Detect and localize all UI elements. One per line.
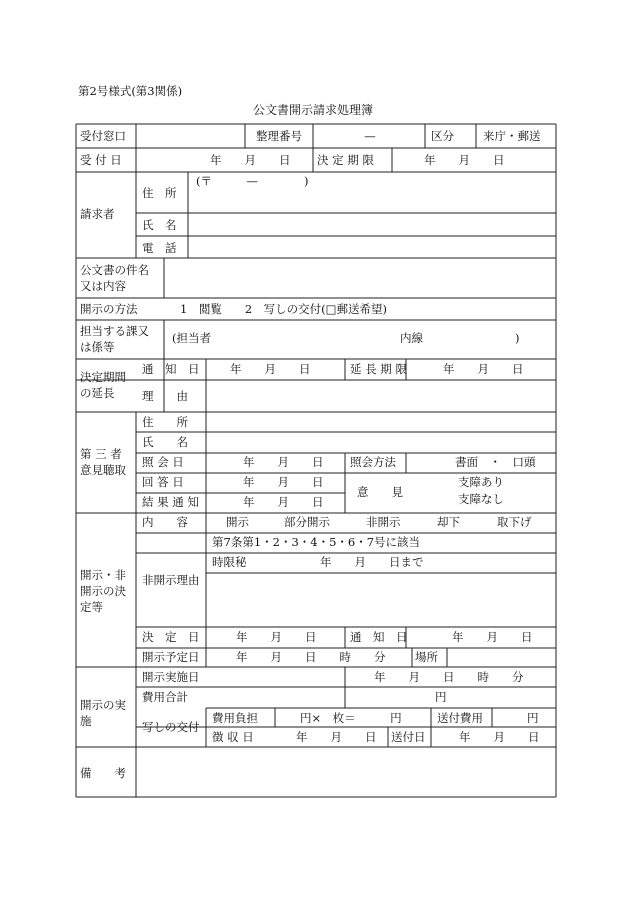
cell-kenmei-2: 又は内容 [80,279,126,293]
cell-kubun-val: 来庁・郵送 [483,129,541,143]
cell-sofu-hiyo: 送付費用 [437,711,483,725]
cell-naiyo: 内 容 [142,515,188,529]
cell-denwa: 電 話 [142,241,177,255]
cell-shokai-hoho: 照会方法 [350,455,396,469]
cell-torisage: 取下げ [497,515,532,529]
cell-hikaiji-riyu: 非開示理由 [142,573,200,587]
cell-ketteibi: 決 定 日 [142,630,200,644]
cell-seiri-bango: 整理番号 [256,129,302,143]
cell-hiyo-futan-val: 円× 枚＝ 円 [300,711,402,725]
cell-kyakka: 却下 [437,515,460,529]
cell-sofubi: 送付日 [391,730,426,744]
cell-choshubi-date: 年 月 日 [296,730,377,744]
cell-jisshibi-date: 年 月 日 時 分 [374,670,524,684]
cell-d-shimei: 氏 名 [142,435,188,449]
cell-ketteibi-date: 年 月 日 [236,630,317,644]
cell-uketsuke-madoguchi: 受付窓口 [80,129,126,143]
cell-shisho-ari: 支障あり [458,475,504,489]
cell-kenmei-1: 公文書の件名 [80,263,149,277]
cell-bubun-kaiji: 部分開示 [284,515,330,529]
cell-seikyusha: 請求者 [80,207,115,221]
cell-shokai-hoho-val: 書面 ・ 口頭 [455,455,536,469]
cell-hikaiji: 非開示 [366,515,401,529]
cell-iken: 意 見 [357,485,403,499]
cell-tanto-close: ) [515,331,520,345]
cell-jisshibi: 開示実施日 [142,670,200,684]
cell-jigenhi-date: 年 月 日まで [320,555,424,569]
cell-kekka-tsuchi: 結 果 通 知 [142,495,199,509]
cell-tsuchibi-date: 年 月 日 [230,362,311,376]
form-number: 第2号様式(第3関係) [78,84,183,98]
cell-kaiji-kettei-3: 定等 [80,600,103,614]
cell-jisshi-2: 施 [80,714,92,728]
cell-naisen: 内線 [400,331,423,345]
cell-kaitobi-date: 年 月 日 [243,475,324,489]
cell-basho: 場所 [415,650,438,664]
cell-jusho-val: (〒 — ) [196,174,309,188]
cell-shisho-nashi: 支障なし [458,492,504,506]
cell-hiyo-futan: 費用負担 [212,711,258,725]
cell-houhou: 開示の方法 [80,302,138,316]
cell-kaitobi: 回 答 日 [142,475,184,489]
form-title: 公文書開示請求処理簿 [253,103,374,117]
cell-d-jusho: 住 所 [142,415,188,429]
cell-biko: 備 考 [80,766,126,780]
cell-shimei: 氏 名 [142,218,177,232]
cell-tanto-2: は係等 [80,340,115,354]
cell-kettei-kigen-date: 年 月 日 [424,153,505,167]
cell-shokaibi-date: 年 月 日 [243,455,324,469]
cell-en: 円 [435,690,447,704]
cell-tsuchibi2-date: 年 月 日 [452,630,533,644]
cell-jusho: 住 所 [142,186,177,200]
cell-enchou-1: 決定期間 [80,370,126,384]
cell-utsushi: 写しの交付 [142,720,200,734]
cell-riyu: 理 由 [142,389,188,403]
cell-kaiji-yotei-date: 年 月 日 時 分 [236,650,386,664]
cell-kekka-tsuchi-date: 年 月 日 [243,495,324,509]
cell-houhou-val: 1 閲覧 2 写しの交付(□郵送希望) [180,302,387,316]
cell-dai7jo: 第7条第1・2・3・4・5・6・7号に該当 [212,535,421,549]
cell-enchou-kigen: 延 長 期 限 [350,362,407,376]
cell-hiyo-gokei: 費用合計 [142,690,188,704]
cell-tanto-1: 担当する課又 [80,324,149,338]
cell-kettei-kigen: 決 定 期 限 [317,153,374,167]
cell-tsuchibi: 通 知 日 [142,362,200,376]
cell-kaiji-yotei: 開示予定日 [142,650,200,664]
cell-kaiji-kettei-1: 開示・非 [80,568,126,582]
cell-seiri-dash: — [364,129,376,143]
cell-kubun: 区分 [431,129,454,143]
cell-tanto-val: (担当者 [172,331,211,345]
cell-enchou-2: の延長 [80,386,115,400]
cell-tsuchibi2: 通 知 日 [350,630,408,644]
cell-kaiji-kettei-2: 開示の決 [80,584,126,598]
cell-kaiji: 開示 [226,515,249,529]
cell-choshubi: 徴 収 日 [212,730,254,744]
cell-sofu-en: 円 [527,711,539,725]
cell-daisansha-1: 第 三 者 [80,447,122,461]
cell-daisansha-2: 意見聴取 [80,463,126,477]
cell-sofubi-date: 年 月 日 [459,730,540,744]
cell-jigenhi: 時限秘 [212,555,247,569]
cell-uketsukebi-date: 年 月 日 [210,153,291,167]
cell-enchou-kigen-date: 年 月 日 [443,362,524,376]
cell-jisshi-1: 開示の実 [80,698,126,712]
cell-shokaibi: 照 会 日 [142,455,184,469]
cell-uketsukebi: 受 付 日 [80,153,122,167]
